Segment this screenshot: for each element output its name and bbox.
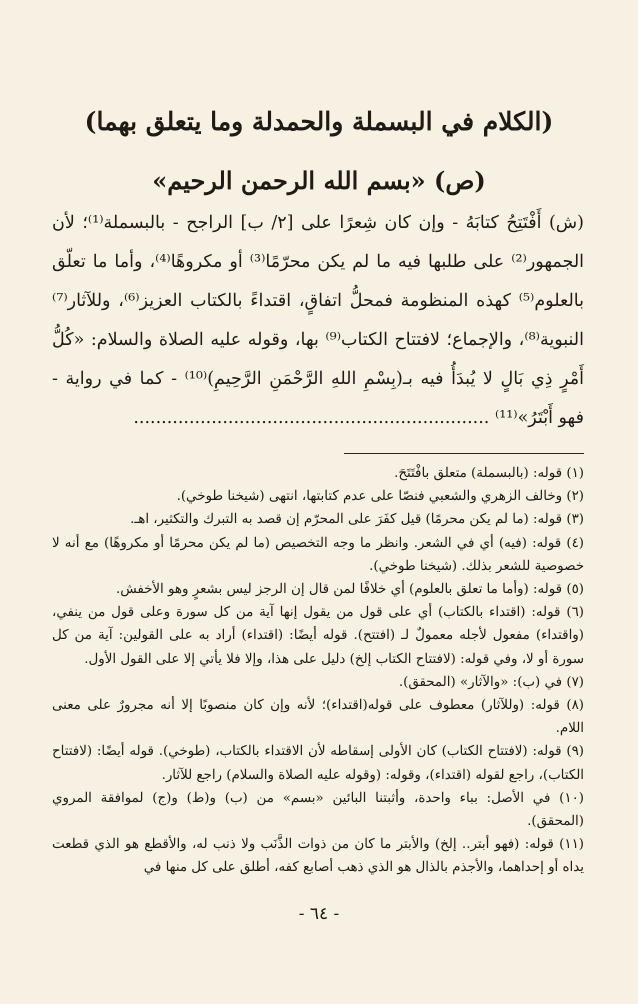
section-subtitle: (ص) «بسم الله الرحمن الرحيم» bbox=[152, 166, 486, 195]
page-number: - ٦٤ - bbox=[298, 904, 340, 924]
section-title: (الكلام في البسملة والحمدلة وما يتعلق بهما) bbox=[84, 107, 554, 136]
footnote: (١) قوله: (بالبسملة) متعلق بافْتَتَحَ. bbox=[394, 466, 584, 481]
main-paragraph: (ش) أَفْتَتِحُ كتابَهُ - وإن كان شِعرًا على [٢/ ب] الراجح - بالبسملة⁽¹⁾؛ لأن الجمهور⁽²⁾ على طلبها فيه ما لم يكن محرّمًا⁽³⁾ أو مكروهًا⁽⁴⁾، وأما ما تعلّق بالعلوم⁽⁵⁾ كهذه المنظومة فمحلُّ اتفاقٍ، اقتداءً بالكتاب العزيز⁽⁶⁾، وللآثار⁽⁷⁾ النبوية⁽⁸⁾، والإجماع؛ لافتتاح الكتاب⁽⁹⁾ بها، وقوله عليه الصلاة والسلام: «كُلُّ أَمْرٍ ذِي بَالٍ لا يُبدَأُ فيه بـ(بِسْمِ اللهِ الرَّحْمَنِ الرَّحِيمِ)⁽¹⁰⁾ - كما في رواية - فهو أَبْتَرُ»⁽¹¹⁾ ................................................................ bbox=[52, 213, 585, 428]
footnote: (٢) وخالف الزهري والشعبي فنصّا على عدم كتابتها، انتهى (شيخنا طوخي). bbox=[176, 489, 584, 505]
section-title-text: الكلام في البسملة والحمدلة وما يتعلق بهما bbox=[96, 107, 542, 136]
footnote: (١٠) في الأصل: بباء واحدة، وأثبتنا البائين «بسم» من (ب) و(ط) و(ج) لموافقة المروي (المحقق). bbox=[52, 790, 584, 830]
footnote: (٩) قوله: (لافتتاح الكتاب) كان الأولى إسقاطه لأن الاقتداء بالكتاب، (طوخي). قوله أيضًا: (لافتتاح الكتاب)، راجع لقوله (اقتداء)، وقوله: (وقوله عليه الصلاة والسلام) راجع للآثار. bbox=[52, 744, 584, 783]
footnote: (٥) قوله: (وأما ما تعلق بالعلوم) أي خلافًا لمن قال إن الرجز ليس بشعرٍ وهو الأخفش. bbox=[116, 582, 584, 598]
footnote: (٨) قوله: (وللآثار) معطوف على قوله(اقتداء)؛ لأنه وإن كان منصوبًا إلا أنه مجرورٌ على معنى اللام. bbox=[52, 698, 584, 737]
footnotes bbox=[52, 462, 584, 880]
footnote: (٧) في (ب): «والآثار» (المحقق). bbox=[398, 674, 584, 690]
footnote-separator bbox=[344, 453, 584, 454]
main-text bbox=[52, 204, 584, 438]
footnote: (٣) قوله: (ما لم يكن محرمًا) قيل كفَرَ على المحرّم إن قصد به التبرك والتكثير، اهـ. bbox=[130, 512, 584, 528]
footnote: (١١) قوله: (فهو أبتر.. إلخ) والأبتر ما كان من ذوات الذَّنَب ولا ذنب له، والأقطع هو الذي قطعت يداه أو إحداهما، والأجذم بالذال هو الذي ذهب أصابع كفه، أطلق على كل منها في bbox=[52, 837, 584, 876]
footnote: (٦) قوله: (اقتداء بالكتاب) أي على قول من يقول إنها آية من كل سورة وعلى قول من ينفي، (واقتداء) مفعول لأجله معمولٌ لـ (افتتح). قوله أيضًا: (اقتداء) أراد به على القولين: آية من كل سورة أو لا، وفي قوله: (لافتتاح الكتاب إلخ) دليل على هذا، وإلا فلا يأتي إلا على القول الأول. bbox=[52, 605, 584, 667]
footnote: (٤) قوله: (فيه) أي في الشعر. وانظر ما وجه التخصيص (ما لم يكن محرمًا أو مكروهًا) مع أنه لا خصوصية للشعر بذلك. (شيخنا طوخي). bbox=[52, 535, 584, 574]
